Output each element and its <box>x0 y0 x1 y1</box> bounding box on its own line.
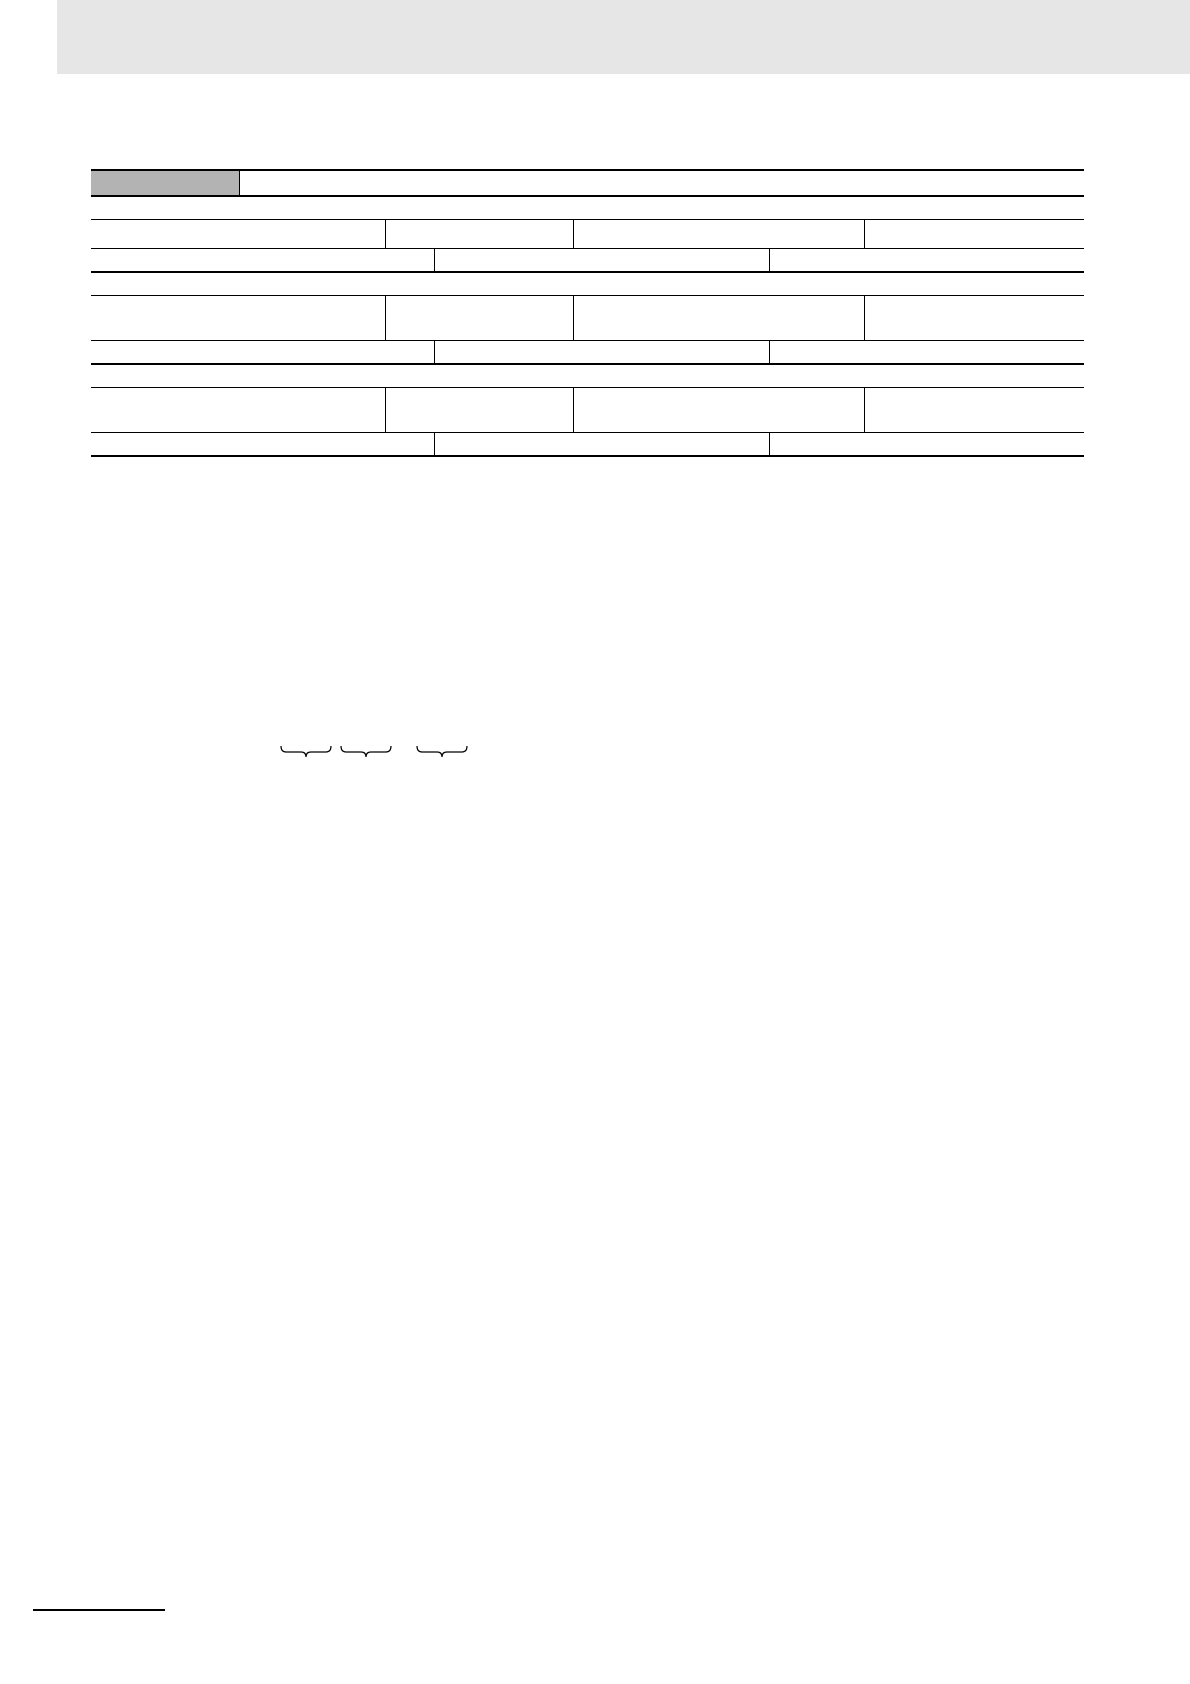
table-cell <box>573 220 865 248</box>
table-cell <box>769 433 1085 455</box>
table-cell <box>91 388 385 432</box>
table-cell <box>385 220 574 248</box>
brace-icon <box>341 746 391 757</box>
block-heading <box>91 365 1084 388</box>
table-title-row <box>91 169 1084 197</box>
table-title-tab <box>91 171 240 195</box>
table-cell <box>91 296 385 340</box>
table-cell <box>385 296 574 340</box>
table-cell <box>91 433 434 455</box>
footer-rule <box>33 1609 165 1611</box>
table-row <box>91 433 1084 457</box>
table-row <box>91 341 1084 365</box>
brace-icon <box>281 746 331 757</box>
table-cell <box>91 220 385 248</box>
table-cell <box>573 388 865 432</box>
table-cell <box>864 296 1085 340</box>
table-row <box>91 220 1084 249</box>
page-header-band <box>57 0 1190 74</box>
table-cell <box>91 341 434 363</box>
table-cell <box>434 249 770 271</box>
table-row <box>91 296 1084 341</box>
table-cell <box>434 433 770 455</box>
table-block-3 <box>91 365 1084 457</box>
table-cell <box>434 341 770 363</box>
table-row <box>91 388 1084 433</box>
table-cell <box>864 220 1085 248</box>
table-cell <box>91 249 434 271</box>
table-block-1 <box>91 197 1084 273</box>
object-spec-table <box>91 169 1084 457</box>
table-cell <box>385 388 574 432</box>
table-cell <box>769 341 1085 363</box>
table-row <box>91 249 1084 273</box>
block-heading <box>91 197 1084 220</box>
table-cell <box>573 296 865 340</box>
block-heading <box>91 273 1084 296</box>
table-cell <box>769 249 1085 271</box>
table-cell <box>864 388 1085 432</box>
brace-icon <box>417 746 467 757</box>
table-block-2 <box>91 273 1084 365</box>
